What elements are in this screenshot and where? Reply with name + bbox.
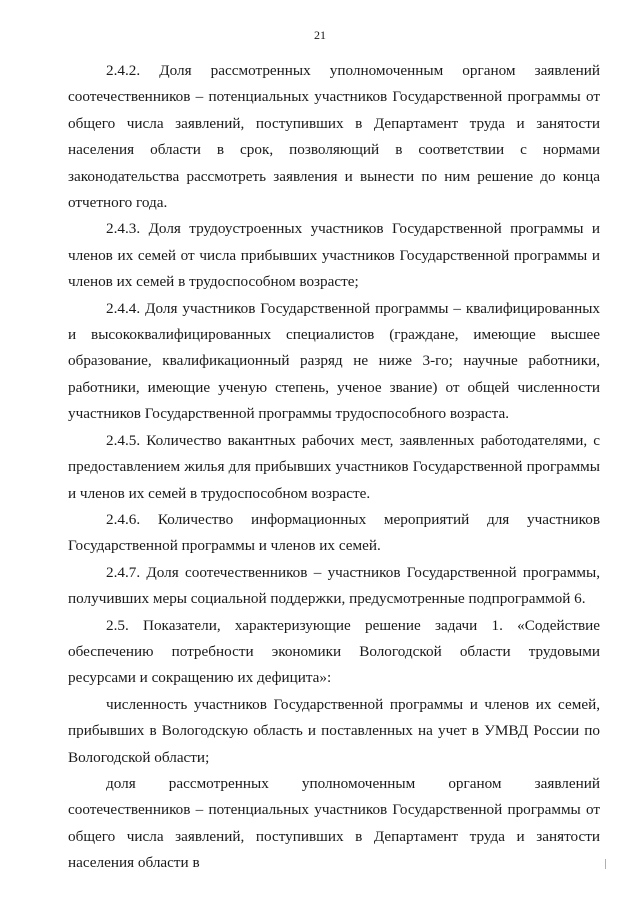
paragraph-2-4-4: 2.4.4. Доля участников Государственной программы – квалифицированных и высококвалифицированных специалистов (граждане, имеющие высшее образование, квалификационный разряд не ниже 3-го; научные работники, работники, имеющие ученую степень, ученое звание) от общей численности участников Государственной программы трудоспособного возраста. — [68, 299, 600, 423]
paragraph-2-4-5: 2.4.5. Количество вакантных рабочих мест, заявленных работодателями, с предоставлением жилья для прибывших участников Государственной программы и членов их семей в трудоспособном возрасте. — [68, 431, 600, 502]
paragraph-indicator-participants: численность участников Государственной программы и членов их семей, прибывших в Вологодскую область и поставленных на учет в УМВД России по Вологодской области; — [68, 695, 600, 766]
paragraph-2-4-2: 2.4.2. Доля рассмотренных уполномоченным органом заявлений соотечественников – потенциальных участников Государственной программы от общего числа заявлений, поступивших в Департамент труда и занятости населения области в срок, позволяющий в соответствии с нормами законодательства рассмотреть заявления и вынести по ним решение до конца отчетного года. — [68, 62, 600, 212]
paragraph-2-4-6: 2.4.6. Количество информационных мероприятий для участников Государственной программы и членов их семей. — [68, 510, 600, 555]
page-number: 21 — [314, 28, 326, 42]
paragraph-2-4-7: 2.4.7. Доля соотечественников – участников Государственной программы, получивших меры социальной поддержки, предусмотренные подпрограммой 6. — [68, 563, 600, 608]
paragraph-indicator-applications: доля рассмотренных уполномоченным органом заявлений соотечественников – потенциальных участников Государственной программы от общего числа заявлений, поступивших в Департамент труда и занятости населения области в — [68, 774, 600, 872]
document-body — [68, 58, 600, 877]
paragraph-2-4-3: 2.4.3. Доля трудоустроенных участников Государственной программы и членов их семей от числа прибывших участников Государственной программы и членов их семей в трудоспособном возрасте; — [68, 220, 600, 291]
scan-edge-mark — [605, 859, 606, 869]
paragraph-2-5: 2.5. Показатели, характеризующие решение задачи 1. «Содействие обеспечению потребности экономики Вологодской области трудовыми ресурсами и сокращению их дефицита»: — [68, 616, 600, 687]
